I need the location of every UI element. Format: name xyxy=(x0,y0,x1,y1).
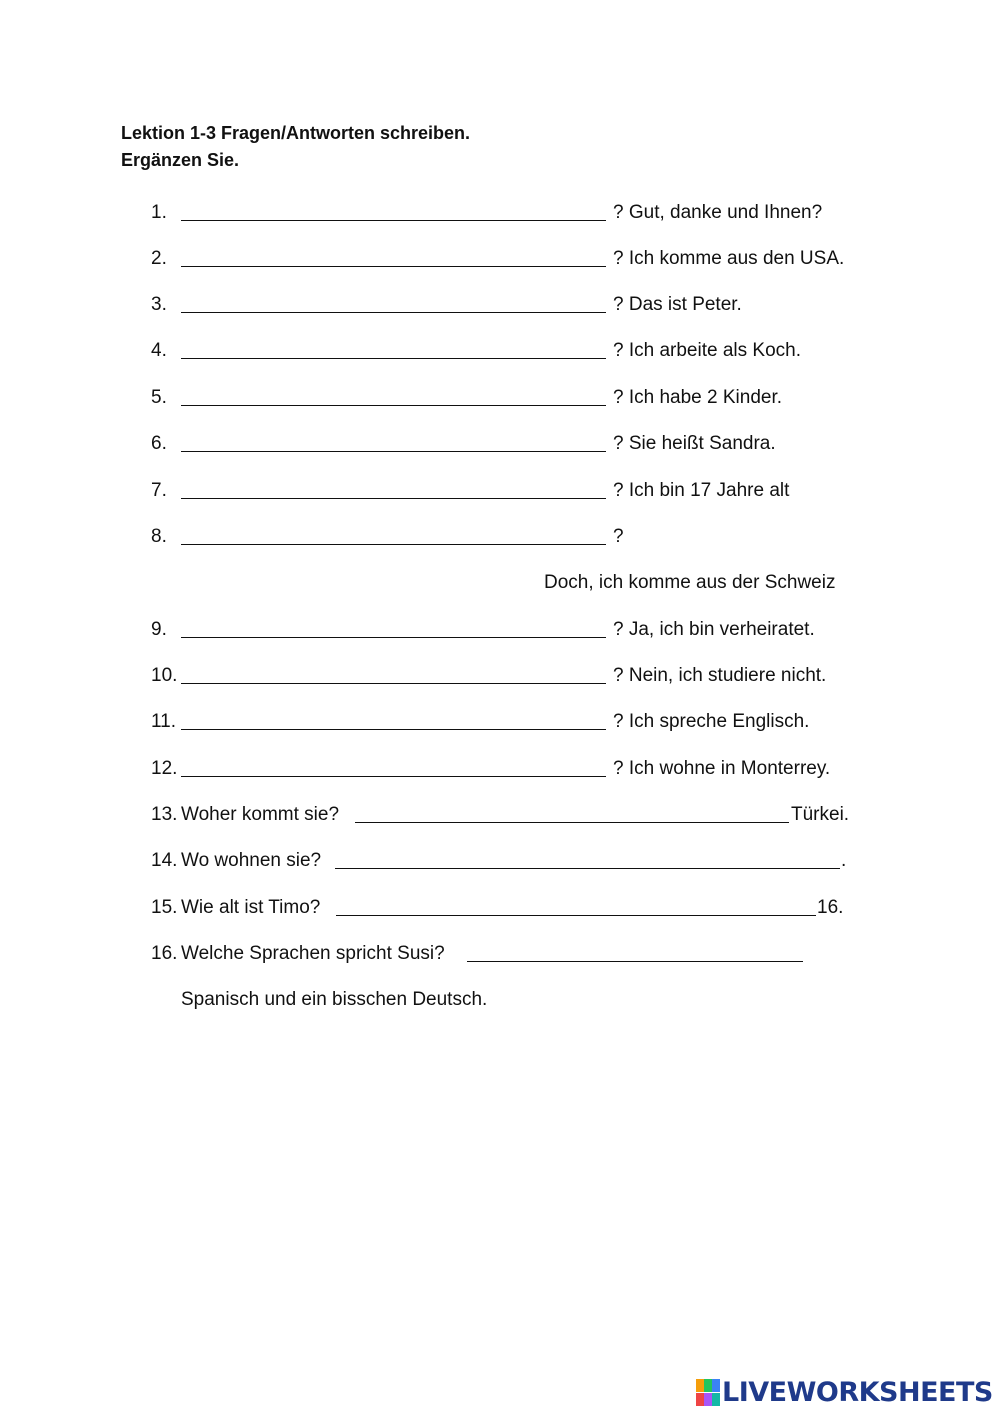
item-number: 15. xyxy=(151,897,178,918)
worksheet-title: Lektion 1-3 Fragen/Antworten schreiben. xyxy=(121,123,471,143)
answer-blank[interactable] xyxy=(181,757,606,777)
item-answer: ? Ich bin 17 Jahre alt xyxy=(613,480,790,501)
item-number: 6. xyxy=(151,433,167,454)
item-number: 8. xyxy=(151,526,167,547)
item-number: 2. xyxy=(151,248,167,269)
item-answer: ? Sie heißt Sandra. xyxy=(613,433,776,454)
item-answer-continued: Spanisch und ein bisschen Deutsch. xyxy=(181,989,488,1010)
answer-blank[interactable] xyxy=(181,386,606,406)
item-number: 7. xyxy=(151,480,167,501)
answer-blank[interactable] xyxy=(467,942,803,962)
item-answer-continued: Doch, ich komme aus der Schweiz xyxy=(544,572,836,593)
answer-blank[interactable] xyxy=(181,201,606,221)
answer-blank[interactable] xyxy=(336,896,816,916)
answer-blank[interactable] xyxy=(181,247,606,267)
answer-blank[interactable] xyxy=(181,432,606,452)
item-answer: ? Ja, ich bin verheiratet. xyxy=(613,619,815,640)
item-number: 5. xyxy=(151,387,167,408)
item-question: Woher kommt sie? xyxy=(181,804,340,825)
item-answer: ? Ich wohne in Monterrey. xyxy=(613,758,831,779)
answer-blank[interactable] xyxy=(181,664,606,684)
item-number: 10. xyxy=(151,665,178,686)
item-answer: ? Ich komme aus den USA. xyxy=(613,248,845,269)
item-answer: ? Gut, danke und Ihnen? xyxy=(613,202,823,223)
item-number: 4. xyxy=(151,340,167,361)
answer-blank[interactable] xyxy=(355,803,789,823)
answer-blank[interactable] xyxy=(181,293,606,313)
item-question: Wo wohnen sie? xyxy=(181,850,322,871)
item-number: 16. xyxy=(151,943,178,964)
answer-blank[interactable] xyxy=(181,710,606,730)
item-number: 14. xyxy=(151,850,178,871)
item-number: 9. xyxy=(151,619,167,640)
answer-blank[interactable] xyxy=(181,525,606,545)
item-answer: ? xyxy=(613,526,624,547)
item-number: 12. xyxy=(151,758,178,779)
item-number: 1. xyxy=(151,202,167,223)
answer-blank[interactable] xyxy=(335,849,840,869)
item-number: 13. xyxy=(151,804,178,825)
worksheet-instruction: Ergänzen Sie. xyxy=(121,150,240,170)
item-question: Wie alt ist Timo? xyxy=(181,897,321,918)
item-suffix: Türkei. xyxy=(791,804,850,825)
item-suffix: 16. xyxy=(817,897,844,918)
item-answer: ? Ich spreche Englisch. xyxy=(613,711,810,732)
item-answer: ? Ich habe 2 Kinder. xyxy=(613,387,783,408)
answer-blank[interactable] xyxy=(181,618,606,638)
brand-name: LIVEWORKSHEETS xyxy=(722,1377,993,1408)
item-number: 3. xyxy=(151,294,167,315)
item-answer: ? Das ist Peter. xyxy=(613,294,742,315)
answer-blank[interactable] xyxy=(181,479,606,499)
item-question: Welche Sprachen spricht Susi? xyxy=(181,943,445,964)
item-suffix: . xyxy=(841,850,847,871)
liveworksheets-logo xyxy=(696,1378,993,1408)
item-answer: ? Nein, ich studiere nicht. xyxy=(613,665,827,686)
answer-blank[interactable] xyxy=(181,339,606,359)
liveworksheets-logo-icon xyxy=(696,1379,720,1407)
item-number: 11. xyxy=(151,711,177,732)
item-answer: ? Ich arbeite als Koch. xyxy=(613,340,801,361)
